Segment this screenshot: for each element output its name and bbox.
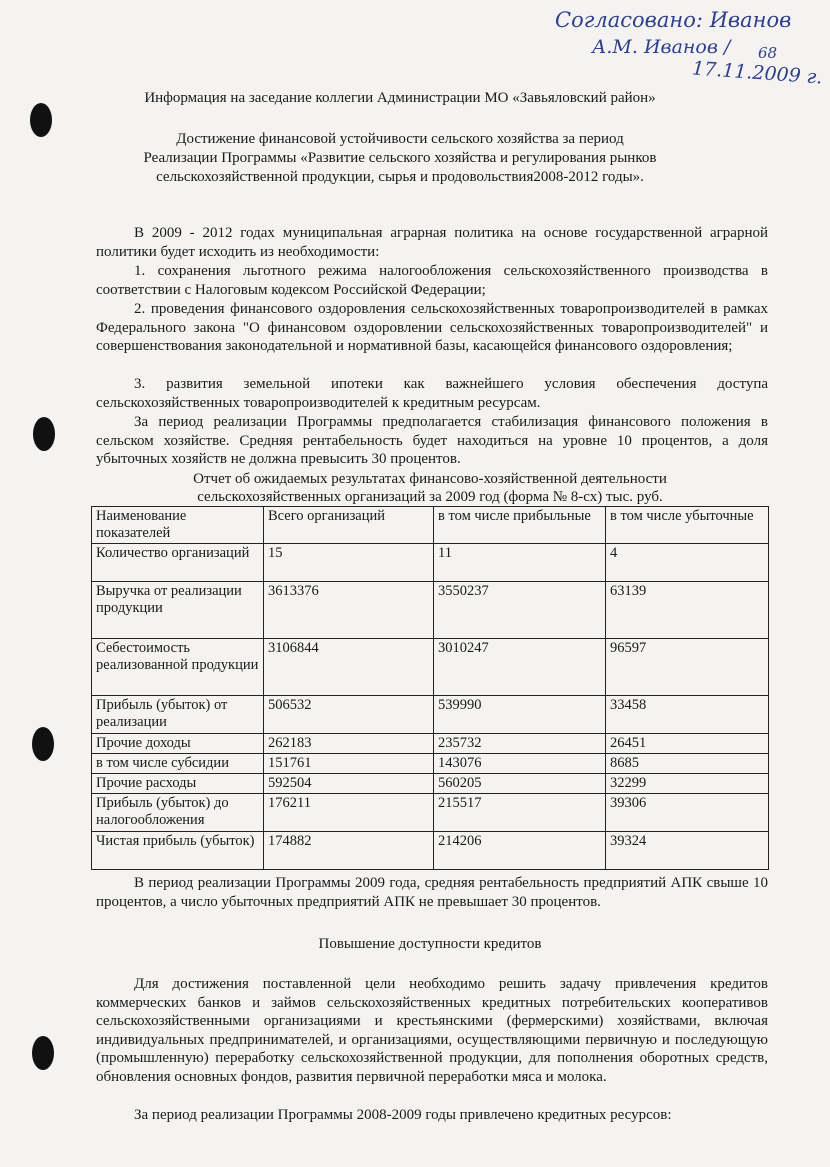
- report-table: [91, 506, 769, 870]
- approval-date: 17.11.2009 г.: [691, 57, 824, 89]
- table-cell-label: Чистая прибыль (убыток): [92, 832, 264, 870]
- table-cell: 539990: [434, 696, 606, 734]
- credit-last-line: За период реализации Программы 2008-2009 годы привлечено кредитных ресурсов:: [134, 1107, 672, 1123]
- table-row: [92, 696, 769, 734]
- table-cell: 506532: [264, 696, 434, 734]
- table-header-row: [92, 507, 769, 544]
- table-cell: 3106844: [264, 639, 434, 696]
- table-row: [92, 734, 769, 754]
- table-cell: 4: [606, 544, 769, 582]
- header-profitable: в том числе прибыльные: [438, 508, 591, 524]
- intro-paragraph: В 2009 - 2012 годах муниципальная аграрная политика на основе государственной аграрной политики будет исходить из необходимости:: [96, 225, 768, 260]
- table-cell: 33458: [606, 696, 769, 734]
- punch-hole: [32, 727, 54, 761]
- table-row: [92, 832, 769, 870]
- table-cell-label: в том числе субсидии: [92, 754, 264, 774]
- table-cell: 592504: [264, 774, 434, 794]
- table-cell: 235732: [434, 734, 606, 754]
- table-cell-label: Себестоимость реализованной продукции: [92, 639, 264, 696]
- table-caption-line2: сельскохозяйственных организаций за 2009 год (форма № 8-сх) тыс. руб.: [197, 489, 663, 505]
- table-row: [92, 582, 769, 639]
- table-cell: 176211: [264, 794, 434, 832]
- punch-hole: [32, 1036, 54, 1070]
- approval-line2: А.М. Иванов /: [592, 36, 731, 58]
- table-row: [92, 794, 769, 832]
- section-heading: Повышение доступности кредитов: [318, 936, 542, 952]
- table-row: [92, 544, 769, 582]
- table-cell: 3550237: [434, 582, 606, 639]
- table-cell-label: Прибыль (убыток) от реализации: [92, 696, 264, 734]
- table-cell: 32299: [606, 774, 769, 794]
- table-row: [92, 774, 769, 794]
- table-cell-label: Количество организаций: [92, 544, 264, 582]
- table-cell: 262183: [264, 734, 434, 754]
- table-cell-label: Выручка от реализации продукции: [92, 582, 264, 639]
- credit-paragraph: Для достижения поставленной цели необходимо решить задачу привлечения кредитов коммерческих банков и займов сельскохозяйственных кредитных потребительских кооперативов сельскохозяйственными организациями и крестьянскими (фермерскими) хозяйствами, включая индивидуальных предпринимателей, и организациями, осуществляющими первичную и последующую (промышленную) переработку сельскохозяйственной продукции, для пополнения оборотных средств, обновления основных фондов, развития первичной переработки мяса и молока.: [96, 976, 768, 1085]
- table-cell-label: Прибыль (убыток) до налогообложения: [92, 794, 264, 832]
- table-cell-label: Прочие доходы: [92, 734, 264, 754]
- table-caption-line1: Отчет об ожидаемых результатах финансово-хозяйственной деятельности: [193, 471, 667, 487]
- table-header-cell: Всего организаций: [264, 507, 434, 544]
- table-row: [92, 639, 769, 696]
- document-title: Информация на заседание коллегии Администрации МО «Завьяловский район»: [144, 90, 656, 106]
- table-cell: 15: [264, 544, 434, 582]
- table-cell: 143076: [434, 754, 606, 774]
- document-subtitle-line3: сельскохозяйственной продукции, сырья и продовольствия2008-2012 годы».: [156, 169, 644, 185]
- table-cell: 174882: [264, 832, 434, 870]
- table-cell: 26451: [606, 734, 769, 754]
- table-cell: 39306: [606, 794, 769, 832]
- document-subtitle-line1: Достижение финансовой устойчивости сельского хозяйства за период: [176, 131, 624, 147]
- list-item-1: 1. сохранения льготного режима налогообложения сельскохозяйственного производства в соответствии с Налоговым кодексом Российской Федерации;: [96, 263, 768, 298]
- table-cell: 63139: [606, 582, 769, 639]
- header-loss-making: в том числе убыточные: [610, 508, 754, 524]
- approval-page-number: 68: [758, 44, 778, 62]
- table-cell-label: Прочие расходы: [92, 774, 264, 794]
- punch-hole: [33, 417, 55, 451]
- table-cell: 214206: [434, 832, 606, 870]
- table-cell: 3010247: [434, 639, 606, 696]
- table-cell: 151761: [264, 754, 434, 774]
- after-table-paragraph: В период реализации Программы 2009 года, средняя рентабельность предприятий АПК свыше 10 процентов, а число убыточных предприятий АПК не превышает 30 процентов.: [96, 875, 768, 910]
- table-cell: 560205: [434, 774, 606, 794]
- document-subtitle-line2: Реализации Программы «Развитие сельского хозяйства и регулирования рынков: [143, 150, 657, 166]
- table-header-cell: [434, 507, 606, 544]
- list-item-2: 2. проведения финансового оздоровления сельскохозяйственных товаропроизводителей в рамках Федерального закона "О финансовом оздоровлении сельскохозяйственных товаропроизводителей" и совершенствования законодательной и нормативной базы, касающейся финансового оздоровления;: [96, 301, 768, 354]
- period-paragraph: За период реализации Программы предполагается стабилизация финансового положения в сельском хозяйстве. Средняя рентабельность будет находиться на уровне 10 процентов, а доля убыточных хозяйств не должна превысить 30 процентов.: [96, 414, 768, 467]
- table-cell: 96597: [606, 639, 769, 696]
- table-cell: 3613376: [264, 582, 434, 639]
- table-header-cell: Наименование показателей: [92, 507, 264, 544]
- table-cell: 39324: [606, 832, 769, 870]
- table-cell: 215517: [434, 794, 606, 832]
- table-header-cell: [606, 507, 769, 544]
- approval-line1: Согласовано: Иванов: [555, 8, 792, 32]
- table-cell: 11: [434, 544, 606, 582]
- table-row: [92, 754, 769, 774]
- list-item-3: 3. развития земельной ипотеки как важнейшего условия обеспечения доступа сельскохозяйственных товаропроизводителей к кредитным ресурсам.: [96, 376, 768, 411]
- table-cell: 8685: [606, 754, 769, 774]
